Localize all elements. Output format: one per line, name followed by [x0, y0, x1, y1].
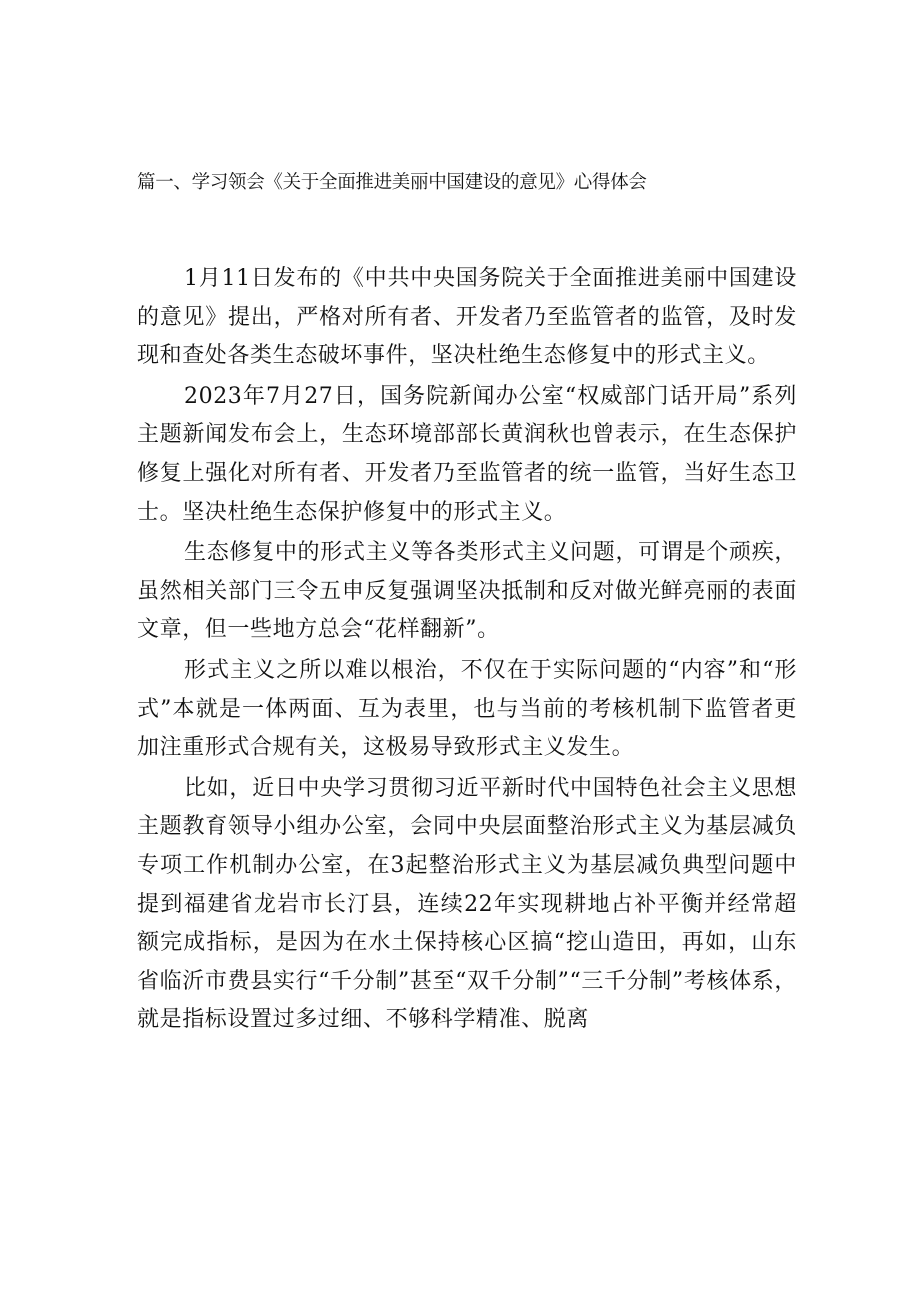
paragraph-1: 1月11日发布的《中共中央国务院关于全面推进美丽中国建设的意见》提出，严格对所有者、开发者乃至监管者的监管，及时发现和查处各类生态破坏事件，坚决杜绝生态修复中的形式主义。 [137, 266, 797, 369]
paragraph-3: 生态修复中的形式主义等各类形式主义问题，可谓是个顽疾，虽然相关部门三令五申反复强调坚决抵制和反对做光鲜亮丽的表面文章，但一些地方总会“花样翻新”。 [137, 540, 797, 643]
paragraph-2: 2023年7月27日，国务院新闻办公室“权威部门话开局”系列主题新闻发布会上，生态环境部部长黄润秋也曾表示，在生态保护修复上强化对所有者、开发者乃至监管者的统一监管，当好生态卫士。坚决杜绝生态保护修复中的形式主义。 [137, 383, 797, 525]
document-title: 篇一、学习领会《关于全面推进美丽中国建设的意见》心得体会 [137, 172, 647, 193]
document-body [137, 260, 797, 1042]
paragraph-5: 比如，近日中央学习贯彻习近平新时代中国特色社会主义思想主题教育领导小组办公室，会同中央层面整治形式主义为基层减负专项工作机制办公室，在3起整治形式主义为基层减负典型问题中提到福建省龙岩市长汀县，连续22年实现耕地占补平衡并经常超额完成指标，是因为在水土保持核心区搞“挖山造田，再如，山东省临沂市费县实行“千分制”甚至“双千分制”“三千分制”考核体系，就是指标设置过多过细、不够科学精准、脱离 [137, 775, 797, 1033]
paragraph-4: 形式主义之所以难以根治，不仅在于实际问题的“内容”和“形式”本就是一体两面、互为表里，也与当前的考核机制下监管者更加注重形式合规有关，这极易导致形式主义发生。 [137, 657, 797, 761]
